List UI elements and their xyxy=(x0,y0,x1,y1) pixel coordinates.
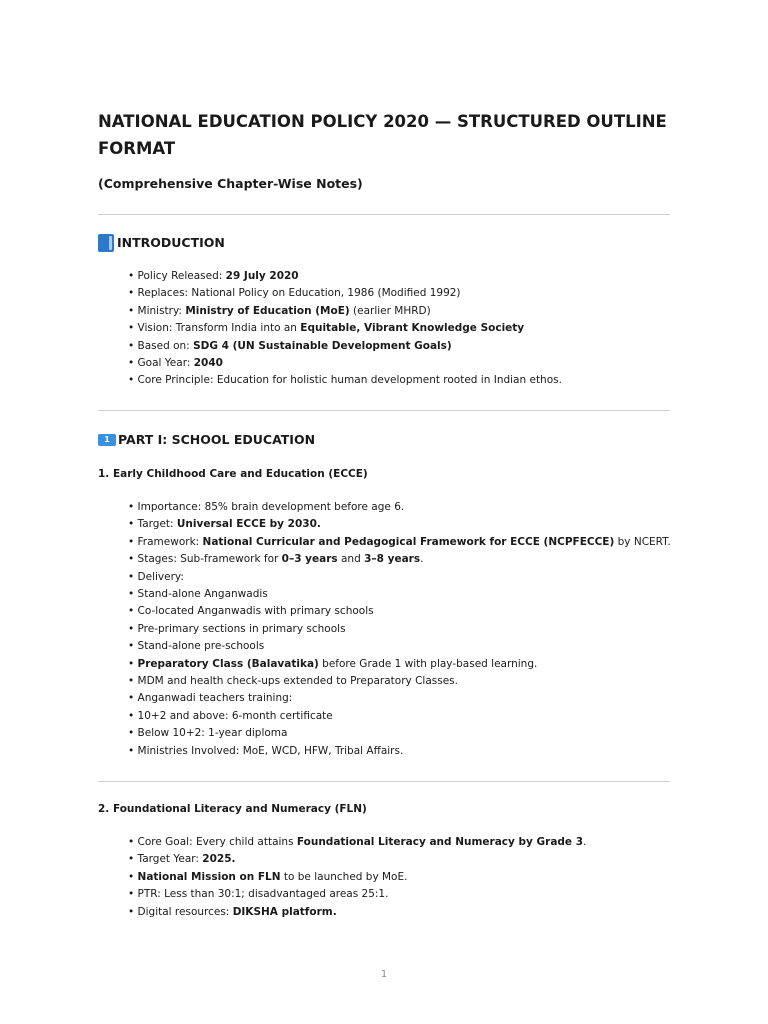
list-item: • Replaces: National Policy on Education, 1986 (Modified 1992) xyxy=(128,285,668,302)
list-item: • Preparatory Class (Balavatika) before Grade 1 with play-based learning. xyxy=(128,656,668,673)
list-item: • Anganwadi teachers training: xyxy=(128,690,668,707)
list-item: • Based on: SDG 4 (UN Sustainable Development Goals) xyxy=(128,338,668,355)
list-item: • Target: Universal ECCE by 2030. xyxy=(128,516,668,533)
section-heading-introduction xyxy=(98,234,225,252)
list-item: • Goal Year: 2040 xyxy=(128,355,668,372)
list-item: • Policy Released: 29 July 2020 xyxy=(128,268,668,285)
list-item: • Core Principle: Education for holistic human development rooted in Indian ethos. xyxy=(128,372,668,389)
list-item: • Ministry: Ministry of Education (MoE) (earlier MHRD) xyxy=(128,303,668,320)
list-item: • Target Year: 2025. xyxy=(128,851,668,868)
list-item: • Below 10+2: 1-year diploma xyxy=(128,725,668,742)
ecce-list xyxy=(128,499,671,760)
list-item: • Pre-primary sections in primary schools xyxy=(128,621,668,638)
list-item: • Digital resources: DIKSHA platform. xyxy=(128,904,668,921)
page-number: 1 xyxy=(380,969,388,980)
document-subtitle: (Comprehensive Chapter-Wise Notes) xyxy=(98,176,363,191)
list-item: • Stand-alone Anganwadis xyxy=(128,586,668,603)
subsection-heading-ecce: 1. Early Childhood Care and Education (ECCE) xyxy=(98,468,368,480)
fln-list xyxy=(128,834,668,921)
blue-book-icon xyxy=(98,234,114,252)
subsection-heading-fln: 2. Foundational Literacy and Numeracy (FLN) xyxy=(98,803,367,815)
list-item: • 10+2 and above: 6-month certificate xyxy=(128,708,668,725)
keycap-one-icon: 1 xyxy=(98,434,116,446)
document-title: NATIONAL EDUCATION POLICY 2020 — STRUCTURED OUTLINE FORMAT xyxy=(98,112,667,158)
list-item: • Core Goal: Every child attains Foundational Literacy and Numeracy by Grade 3. xyxy=(128,834,668,851)
list-item: • Co-located Anganwadis with primary schools xyxy=(128,603,668,620)
list-item: • PTR: Less than 30:1; disadvantaged areas 25:1. xyxy=(128,886,668,903)
list-item: • National Mission on FLN to be launched by MoE. xyxy=(128,869,668,886)
divider xyxy=(98,781,670,782)
section-heading-label: INTRODUCTION xyxy=(117,235,225,250)
list-item: • Stand-alone pre-schools xyxy=(128,638,668,655)
section-heading-label: PART I: SCHOOL EDUCATION xyxy=(118,432,316,447)
list-item: • Vision: Transform India into an Equitable, Vibrant Knowledge Society xyxy=(128,320,668,337)
introduction-list xyxy=(128,268,668,390)
list-item: • Stages: Sub-framework for 0–3 years and 3–8 years. xyxy=(128,551,668,568)
list-item: • Framework: National Curricular and Pedagogical Framework for ECCE (NCPFECCE) by NCERT. xyxy=(128,534,668,551)
list-item: • Ministries Involved: MoE, WCD, HFW, Tribal Affairs. xyxy=(128,743,668,760)
divider xyxy=(98,214,670,215)
divider xyxy=(98,410,670,411)
list-item: • Delivery: xyxy=(128,569,668,586)
list-item: • Importance: 85% brain development before age 6. xyxy=(128,499,668,516)
list-item: • MDM and health check-ups extended to Preparatory Classes. xyxy=(128,673,668,690)
section-heading-part-1 xyxy=(98,431,315,449)
